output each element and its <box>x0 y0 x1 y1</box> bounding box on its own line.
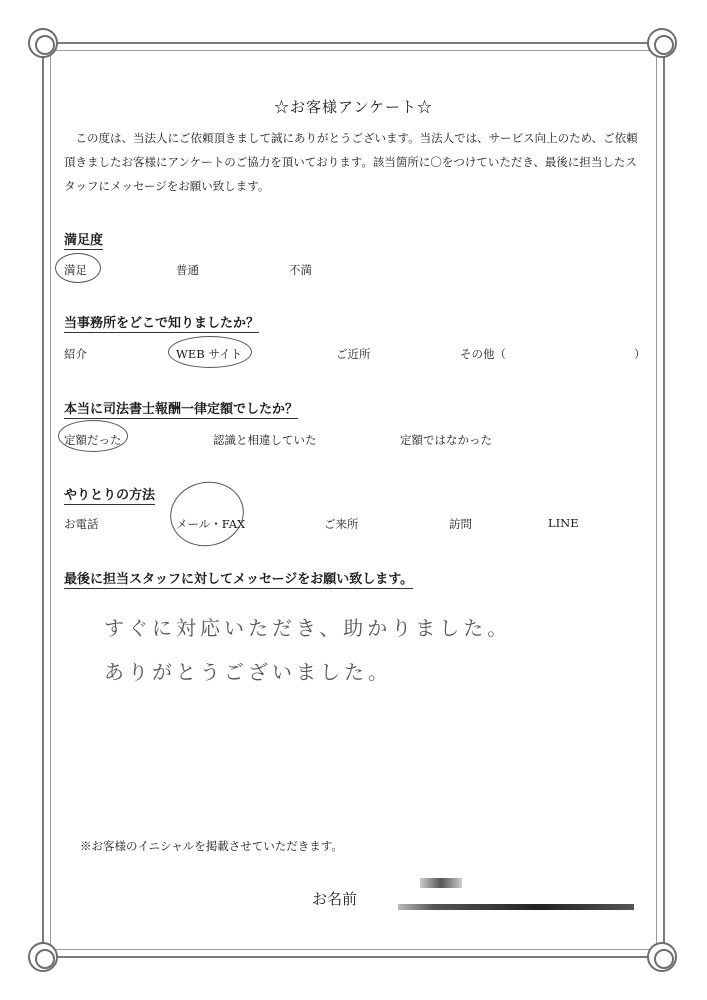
initials-note: ※お客様のイニシャルを掲載させていただきます。 <box>80 839 343 853</box>
name-signature-line <box>398 904 634 910</box>
heading-satisfaction: 満足度 <box>64 229 103 250</box>
option-visit-office[interactable]: ご来所 <box>324 517 359 531</box>
corner-ornament-icon <box>647 28 677 58</box>
handwritten-message-line1: すぐに対応いただき、助かりました。 <box>104 616 512 640</box>
hand-drawn-circle <box>55 253 101 283</box>
option-phone[interactable]: お電話 <box>64 517 99 531</box>
intro-text: この度は、当法人にご依頼頂きまして誠にありがとうございます。当法人では、サービス向上のため、ご依頼頂きましたお客様にアンケートのご協力を頂いております。該当箇所に〇をつけていただき、最後に担当したスタッフにメッセージをお願い致します。 <box>64 131 638 193</box>
option-other-close: ） <box>634 347 646 361</box>
heading-fixed-fee: 本当に司法書士報酬一律定額でしたか？ <box>64 398 298 419</box>
option-dissatisfied[interactable]: 不満 <box>289 263 312 277</box>
corner-ornament-icon <box>647 942 677 972</box>
option-line[interactable]: LINE <box>548 516 579 530</box>
corner-ornament-icon <box>28 942 58 972</box>
corner-ornament-icon <box>28 28 58 58</box>
heading-contact-method: やりとりの方法 <box>64 484 155 505</box>
hand-drawn-circle <box>168 336 252 368</box>
name-label: お名前 <box>312 890 358 908</box>
option-fixed[interactable]: 定額だった <box>64 433 122 447</box>
handwritten-message-line2: ありがとうございました。 <box>104 660 392 684</box>
survey-title: ☆お客様アンケート☆ <box>273 98 434 116</box>
option-neighborhood[interactable]: ご近所 <box>336 347 371 361</box>
option-normal[interactable]: 普通 <box>176 263 199 277</box>
option-not-fixed[interactable]: 定額ではなかった <box>400 433 492 447</box>
option-referral[interactable]: 紹介 <box>64 347 87 361</box>
option-mail-fax[interactable]: メール・FAX <box>176 517 246 531</box>
heading-how-found: 当事務所をどこで知りましたか？ <box>64 312 259 333</box>
option-other[interactable]: その他（ <box>460 347 506 361</box>
redacted-name <box>420 878 462 888</box>
option-website[interactable]: WEB サイト <box>176 347 243 361</box>
hand-drawn-circle <box>58 420 128 452</box>
option-satisfied[interactable]: 満足 <box>64 263 87 277</box>
option-different[interactable]: 認識と相違していた <box>213 433 317 447</box>
heading-message: 最後に担当スタッフに対してメッセージをお願い致します。 <box>64 568 413 589</box>
option-home-visit[interactable]: 訪問 <box>449 517 472 531</box>
